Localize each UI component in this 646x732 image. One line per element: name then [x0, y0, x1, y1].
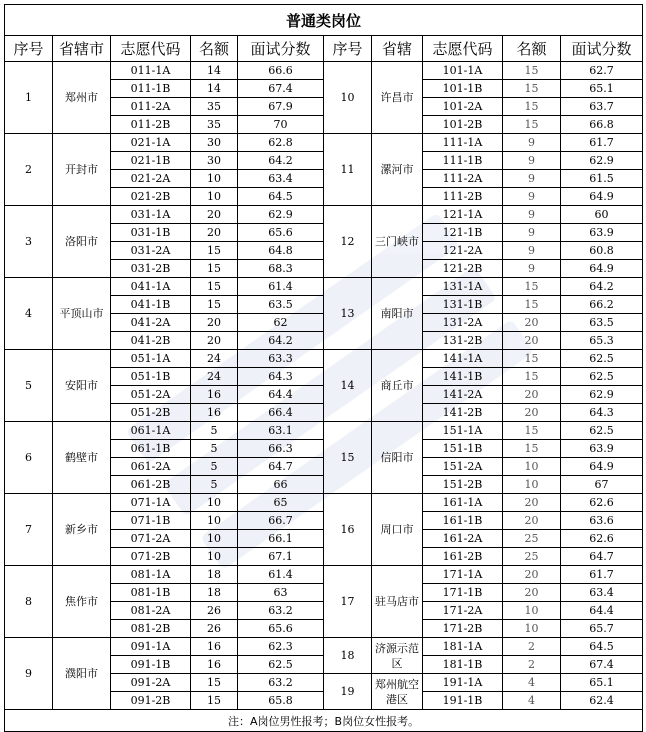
quota: 16 [191, 404, 238, 422]
interview-score: 66.4 [238, 404, 324, 422]
quota: 10 [191, 494, 238, 512]
interview-score: 65.8 [238, 692, 324, 710]
quota: 20 [191, 224, 238, 242]
interview-score: 64.9 [561, 188, 643, 206]
quota: 9 [503, 224, 561, 242]
quota: 24 [191, 368, 238, 386]
volunteer-code: 011-1A [111, 62, 191, 80]
interview-score: 66 [238, 476, 324, 494]
table-row [5, 422, 643, 440]
volunteer-code: 161-2B [423, 548, 503, 566]
quota: 20 [503, 404, 561, 422]
volunteer-code: 011-2A [111, 98, 191, 116]
volunteer-code: 041-2B [111, 332, 191, 350]
volunteer-code: 071-1B [111, 512, 191, 530]
quota: 15 [503, 98, 561, 116]
volunteer-code: 181-1A [423, 638, 503, 656]
table-row [5, 494, 643, 512]
interview-score: 63.1 [238, 422, 324, 440]
group-number: 19 [324, 674, 372, 710]
volunteer-code: 021-1A [111, 134, 191, 152]
interview-score: 64.9 [561, 260, 643, 278]
interview-score: 64.3 [561, 404, 643, 422]
interview-score: 62.4 [561, 692, 643, 710]
table-row [5, 62, 643, 80]
volunteer-code: 111-2B [423, 188, 503, 206]
interview-score: 64.7 [561, 548, 643, 566]
volunteer-code: 111-2A [423, 170, 503, 188]
city-name: 许昌市 [372, 62, 423, 134]
volunteer-code: 081-1A [111, 566, 191, 584]
volunteer-code: 191-1B [423, 692, 503, 710]
interview-score: 62.5 [561, 422, 643, 440]
table-row [5, 206, 643, 224]
header-cell: 名额 [503, 36, 561, 62]
volunteer-code: 161-2A [423, 530, 503, 548]
table-row [5, 134, 643, 152]
city-name: 焦作市 [53, 566, 111, 638]
quota: 20 [503, 584, 561, 602]
interview-score: 63.5 [238, 296, 324, 314]
quota: 15 [503, 116, 561, 134]
volunteer-code: 081-2B [111, 620, 191, 638]
interview-score: 63.9 [561, 224, 643, 242]
quota: 10 [191, 512, 238, 530]
interview-score: 62.7 [561, 62, 643, 80]
interview-score: 60.8 [561, 242, 643, 260]
interview-score: 64.2 [561, 278, 643, 296]
volunteer-code: 141-1B [423, 368, 503, 386]
interview-score: 65.7 [561, 620, 643, 638]
quota: 15 [503, 296, 561, 314]
group-number: 18 [324, 638, 372, 674]
group-number: 2 [5, 134, 53, 206]
quota: 20 [503, 494, 561, 512]
quota: 2 [503, 656, 561, 674]
interview-score: 60 [561, 206, 643, 224]
quota: 4 [503, 674, 561, 692]
volunteer-code: 051-1B [111, 368, 191, 386]
interview-score: 63.4 [238, 170, 324, 188]
interview-score: 64.4 [561, 602, 643, 620]
city-name: 新乡市 [53, 494, 111, 566]
quota: 35 [191, 98, 238, 116]
interview-score: 67.1 [238, 548, 324, 566]
header-cell: 名额 [191, 36, 238, 62]
interview-score: 62.9 [238, 206, 324, 224]
interview-score: 67.4 [238, 80, 324, 98]
city-name: 郑州航空港区 [372, 674, 423, 710]
table-row [5, 638, 643, 656]
group-number: 4 [5, 278, 53, 350]
interview-score: 64.9 [561, 458, 643, 476]
volunteer-code: 031-2B [111, 260, 191, 278]
interview-score: 66.7 [238, 512, 324, 530]
header-cell: 志愿代码 [423, 36, 503, 62]
interview-score: 62 [238, 314, 324, 332]
header-cell: 省辖 [372, 36, 423, 62]
quota: 20 [191, 314, 238, 332]
interview-score: 63.2 [238, 602, 324, 620]
quota: 2 [503, 638, 561, 656]
interview-score: 63.4 [561, 584, 643, 602]
quota: 10 [191, 548, 238, 566]
volunteer-code: 021-2B [111, 188, 191, 206]
quota-table-container [4, 4, 642, 732]
city-name: 商丘市 [372, 350, 423, 422]
volunteer-code: 101-2A [423, 98, 503, 116]
header-cell: 志愿代码 [111, 36, 191, 62]
group-number: 16 [324, 494, 372, 566]
volunteer-code: 041-1B [111, 296, 191, 314]
interview-score: 65.1 [561, 674, 643, 692]
volunteer-code: 091-1A [111, 638, 191, 656]
interview-score: 64.2 [238, 332, 324, 350]
volunteer-code: 151-2A [423, 458, 503, 476]
header-cell: 面试分数 [238, 36, 324, 62]
volunteer-code: 021-2A [111, 170, 191, 188]
interview-score: 61.7 [561, 134, 643, 152]
volunteer-code: 071-2A [111, 530, 191, 548]
table-row [5, 350, 643, 368]
volunteer-code: 171-2A [423, 602, 503, 620]
volunteer-code: 151-2B [423, 476, 503, 494]
interview-score: 63.5 [561, 314, 643, 332]
volunteer-code: 151-1B [423, 440, 503, 458]
quota: 20 [503, 512, 561, 530]
volunteer-code: 011-2B [111, 116, 191, 134]
quota: 15 [503, 422, 561, 440]
interview-score: 62.5 [238, 656, 324, 674]
interview-score: 63.7 [561, 98, 643, 116]
header-cell: 面试分数 [561, 36, 643, 62]
volunteer-code: 051-2A [111, 386, 191, 404]
city-name: 济源示范区 [372, 638, 423, 674]
quota: 20 [191, 332, 238, 350]
volunteer-code: 131-1B [423, 296, 503, 314]
quota: 15 [503, 368, 561, 386]
interview-score: 62.9 [561, 386, 643, 404]
quota: 5 [191, 422, 238, 440]
quota: 5 [191, 458, 238, 476]
volunteer-code: 141-2B [423, 404, 503, 422]
group-number: 13 [324, 278, 372, 350]
quota: 9 [503, 152, 561, 170]
quota: 5 [191, 440, 238, 458]
group-number: 14 [324, 350, 372, 422]
quota: 20 [503, 314, 561, 332]
quota: 25 [503, 530, 561, 548]
group-number: 8 [5, 566, 53, 638]
interview-score: 64.5 [561, 638, 643, 656]
group-number: 3 [5, 206, 53, 278]
interview-score: 62.8 [238, 134, 324, 152]
city-name: 南阳市 [372, 278, 423, 350]
quota: 15 [191, 674, 238, 692]
volunteer-code: 131-1A [423, 278, 503, 296]
quota: 10 [503, 458, 561, 476]
quota: 10 [191, 530, 238, 548]
interview-score: 63 [238, 584, 324, 602]
interview-score: 65.1 [561, 80, 643, 98]
volunteer-code: 041-1A [111, 278, 191, 296]
quota: 20 [503, 566, 561, 584]
quota: 16 [191, 386, 238, 404]
volunteer-code: 111-1B [423, 152, 503, 170]
volunteer-code: 131-2A [423, 314, 503, 332]
quota: 15 [191, 260, 238, 278]
interview-score: 67.9 [238, 98, 324, 116]
interview-score: 67.4 [561, 656, 643, 674]
quota: 15 [503, 278, 561, 296]
quota: 26 [191, 602, 238, 620]
interview-score: 62.9 [561, 152, 643, 170]
volunteer-code: 091-2A [111, 674, 191, 692]
header-cell: 省辖市 [53, 36, 111, 62]
quota: 5 [191, 476, 238, 494]
volunteer-code: 121-2B [423, 260, 503, 278]
interview-score: 64.7 [238, 458, 324, 476]
city-name: 开封市 [53, 134, 111, 206]
interview-score: 65.6 [238, 620, 324, 638]
interview-score: 64.2 [238, 152, 324, 170]
group-number: 12 [324, 206, 372, 278]
quota: 10 [191, 188, 238, 206]
volunteer-code: 121-1B [423, 224, 503, 242]
interview-score: 62.3 [238, 638, 324, 656]
volunteer-code: 091-2B [111, 692, 191, 710]
group-number: 5 [5, 350, 53, 422]
volunteer-code: 031-1B [111, 224, 191, 242]
volunteer-code: 041-2A [111, 314, 191, 332]
volunteer-code: 111-1A [423, 134, 503, 152]
quota: 9 [503, 242, 561, 260]
quota: 14 [191, 80, 238, 98]
volunteer-code: 011-1B [111, 80, 191, 98]
volunteer-code: 101-2B [423, 116, 503, 134]
quota: 15 [503, 440, 561, 458]
quota: 15 [191, 278, 238, 296]
interview-score: 63.3 [238, 350, 324, 368]
volunteer-code: 141-2A [423, 386, 503, 404]
quota: 9 [503, 260, 561, 278]
quota: 10 [503, 602, 561, 620]
volunteer-code: 061-1B [111, 440, 191, 458]
volunteer-code: 051-2B [111, 404, 191, 422]
interview-score: 66.1 [238, 530, 324, 548]
quota: 24 [191, 350, 238, 368]
interview-score: 61.4 [238, 278, 324, 296]
table-row [5, 278, 643, 296]
volunteer-code: 051-1A [111, 350, 191, 368]
quota: 9 [503, 170, 561, 188]
interview-score: 61.7 [561, 566, 643, 584]
group-number: 10 [324, 62, 372, 134]
interview-score: 64.4 [238, 386, 324, 404]
city-name: 平顶山市 [53, 278, 111, 350]
interview-score: 65 [238, 494, 324, 512]
volunteer-code: 021-1B [111, 152, 191, 170]
quota: 15 [191, 296, 238, 314]
quota: 15 [191, 242, 238, 260]
volunteer-code: 071-2B [111, 548, 191, 566]
city-name: 漯河市 [372, 134, 423, 206]
city-name: 驻马店市 [372, 566, 423, 638]
interview-score: 65.6 [238, 224, 324, 242]
volunteer-code: 151-1A [423, 422, 503, 440]
volunteer-code: 081-1B [111, 584, 191, 602]
volunteer-code: 171-1A [423, 566, 503, 584]
quota: 14 [191, 62, 238, 80]
quota: 9 [503, 134, 561, 152]
city-name: 洛阳市 [53, 206, 111, 278]
volunteer-code: 121-2A [423, 242, 503, 260]
quota: 18 [191, 584, 238, 602]
quota: 35 [191, 116, 238, 134]
volunteer-code: 121-1A [423, 206, 503, 224]
group-number: 7 [5, 494, 53, 566]
quota: 18 [191, 566, 238, 584]
city-name: 濮阳市 [53, 638, 111, 710]
volunteer-code: 101-1B [423, 80, 503, 98]
interview-score: 63.6 [561, 512, 643, 530]
city-name: 三门峡市 [372, 206, 423, 278]
volunteer-code: 071-1A [111, 494, 191, 512]
city-name: 周口市 [372, 494, 423, 566]
volunteer-code: 061-2B [111, 476, 191, 494]
city-name: 安阳市 [53, 350, 111, 422]
quota: 20 [503, 332, 561, 350]
quota: 20 [191, 206, 238, 224]
quota-score-table [4, 4, 643, 732]
city-name: 郑州市 [53, 62, 111, 134]
interview-score: 62.6 [561, 530, 643, 548]
volunteer-code: 131-2B [423, 332, 503, 350]
volunteer-code: 061-2A [111, 458, 191, 476]
quota: 10 [503, 476, 561, 494]
quota: 15 [191, 692, 238, 710]
interview-score: 68.3 [238, 260, 324, 278]
volunteer-code: 141-1A [423, 350, 503, 368]
interview-score: 65.3 [561, 332, 643, 350]
quota: 30 [191, 134, 238, 152]
interview-score: 61.5 [561, 170, 643, 188]
table-title: 普通类岗位 [5, 5, 643, 36]
group-number: 15 [324, 422, 372, 494]
quota: 9 [503, 188, 561, 206]
city-name: 信阳市 [372, 422, 423, 494]
interview-score: 64.3 [238, 368, 324, 386]
quota: 15 [503, 80, 561, 98]
header-cell: 序号 [5, 36, 53, 62]
volunteer-code: 171-2B [423, 620, 503, 638]
volunteer-code: 031-2A [111, 242, 191, 260]
group-number: 11 [324, 134, 372, 206]
interview-score: 66.3 [238, 440, 324, 458]
interview-score: 64.8 [238, 242, 324, 260]
interview-score: 61.4 [238, 566, 324, 584]
volunteer-code: 081-2A [111, 602, 191, 620]
quota: 25 [503, 548, 561, 566]
volunteer-code: 161-1B [423, 512, 503, 530]
interview-score: 63.2 [238, 674, 324, 692]
volunteer-code: 101-1A [423, 62, 503, 80]
interview-score: 62.6 [561, 494, 643, 512]
quota: 4 [503, 692, 561, 710]
quota: 30 [191, 152, 238, 170]
volunteer-code: 171-1B [423, 584, 503, 602]
quota: 16 [191, 638, 238, 656]
quota: 16 [191, 656, 238, 674]
header-row [5, 36, 643, 62]
group-number: 6 [5, 422, 53, 494]
city-name: 鹤壁市 [53, 422, 111, 494]
header-cell: 序号 [324, 36, 372, 62]
quota: 10 [191, 170, 238, 188]
interview-score: 63.9 [561, 440, 643, 458]
volunteer-code: 161-1A [423, 494, 503, 512]
quota: 15 [503, 62, 561, 80]
group-number: 1 [5, 62, 53, 134]
interview-score: 66.8 [561, 116, 643, 134]
volunteer-code: 031-1A [111, 206, 191, 224]
interview-score: 67 [561, 476, 643, 494]
interview-score: 66.2 [561, 296, 643, 314]
interview-score: 62.5 [561, 368, 643, 386]
footnote: 注：A岗位男性报考；B岗位女性报考。 [5, 710, 643, 732]
interview-score: 66.6 [238, 62, 324, 80]
volunteer-code: 091-1B [111, 656, 191, 674]
quota: 9 [503, 206, 561, 224]
quota: 20 [503, 386, 561, 404]
interview-score: 64.5 [238, 188, 324, 206]
quota: 15 [503, 350, 561, 368]
volunteer-code: 181-1B [423, 656, 503, 674]
group-number: 17 [324, 566, 372, 638]
volunteer-code: 061-1A [111, 422, 191, 440]
interview-score: 70 [238, 116, 324, 134]
quota: 26 [191, 620, 238, 638]
group-number: 9 [5, 638, 53, 710]
table-row [5, 566, 643, 584]
quota: 10 [503, 620, 561, 638]
volunteer-code: 191-1A [423, 674, 503, 692]
interview-score: 62.5 [561, 350, 643, 368]
